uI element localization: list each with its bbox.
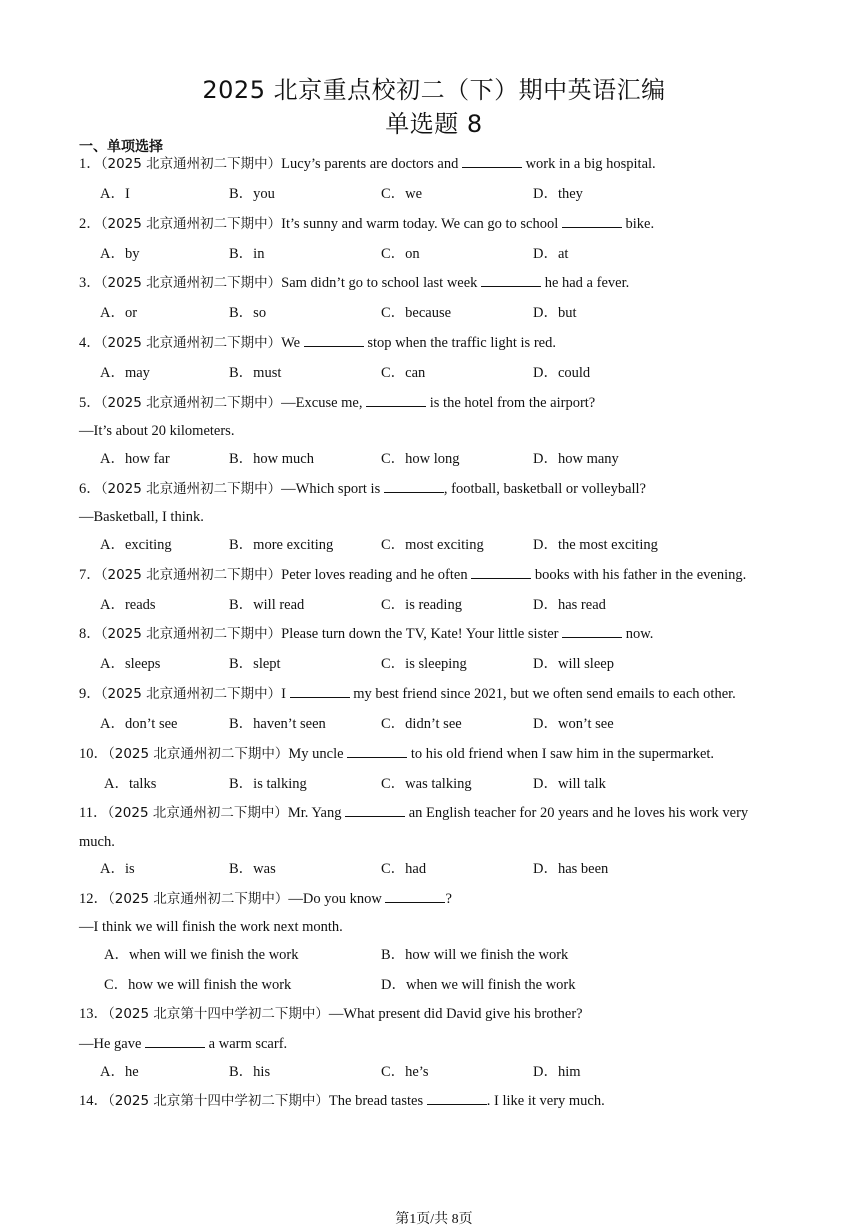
question-text-after: books with his father in the evening. — [531, 567, 747, 583]
question-source: （2025 北京通州初二下期中） — [100, 216, 282, 232]
option-a[interactable]: A．sleeps — [100, 656, 161, 672]
option-c[interactable]: C．is reading — [381, 597, 462, 613]
option-b[interactable]: B．will read — [229, 597, 305, 613]
question-stem — [79, 625, 653, 643]
question-text-after: a warm scarf. — [205, 1036, 288, 1052]
page-title: 2025 北京重点校初二（下）期中英语汇编 — [202, 76, 666, 104]
question-text-before: Mr. Yang — [287, 805, 346, 821]
question-text-after: is the hotel from the airport? — [426, 395, 596, 411]
option-b[interactable]: B．you — [229, 186, 275, 202]
question-number: 10． — [79, 746, 108, 762]
option-d[interactable]: D．could — [533, 365, 591, 381]
question-number: 13． — [79, 1006, 108, 1022]
option-a[interactable]: A．reads — [100, 597, 156, 613]
option-c[interactable]: C．we — [381, 186, 423, 202]
option-d[interactable]: D．won’t see — [533, 716, 614, 732]
question-text-before: I — [281, 686, 290, 702]
option-a[interactable]: A．by — [100, 246, 140, 262]
question-text-before: We — [281, 335, 304, 351]
option-a[interactable]: A．how far — [100, 451, 170, 467]
question-source: （2025 北京通州初二下期中） — [108, 746, 289, 762]
option-a[interactable]: A．I — [100, 186, 130, 202]
question-stem — [79, 745, 714, 763]
question-text-before: —What present did David give his brother? — [328, 1006, 583, 1022]
question-text-after: now. — [622, 626, 654, 642]
option-d[interactable]: D．him — [533, 1064, 581, 1080]
question-number: 7． — [79, 567, 101, 583]
question-number: 9． — [79, 686, 101, 702]
option-a[interactable]: A．is — [100, 861, 135, 877]
question-text-before: The bread tastes — [328, 1093, 427, 1109]
question-number: 1． — [79, 156, 101, 172]
question-number: 4． — [79, 335, 101, 351]
question-source: （2025 北京通州初二下期中） — [100, 567, 282, 583]
question-stem — [79, 480, 646, 498]
option-d[interactable]: D．but — [533, 305, 577, 321]
answer-blank — [366, 394, 426, 407]
option-c[interactable]: C．he’s — [381, 1064, 429, 1080]
page-number: 第1页/共 8页 — [395, 1212, 473, 1227]
question-line-2: —I think we will finish the work next month. — [79, 919, 343, 935]
option-b[interactable]: B．how will we finish the work — [381, 947, 569, 963]
option-a[interactable]: A．or — [100, 305, 138, 321]
option-c[interactable]: C．didn’t see — [381, 716, 462, 732]
option-d[interactable]: D．has been — [533, 861, 609, 877]
answer-blank — [290, 685, 350, 698]
question-line-2 — [79, 1035, 287, 1053]
answer-blank — [145, 1035, 205, 1048]
question-text-after: , football, basketball or volleyball? — [443, 481, 646, 497]
answer-blank — [347, 745, 407, 758]
question-source: （2025 北京通州初二下期中） — [100, 335, 282, 351]
question-number: 11． — [79, 805, 108, 821]
question-stem — [79, 334, 556, 352]
option-a[interactable]: A．may — [100, 365, 150, 381]
option-c[interactable]: C．can — [381, 365, 426, 381]
question-line-2: much. — [79, 834, 115, 850]
option-b[interactable]: B．so — [229, 305, 267, 321]
option-c[interactable]: C．is sleeping — [381, 656, 467, 672]
question-text-after: he had a fever. — [541, 275, 630, 291]
option-d[interactable]: D．when we will finish the work — [381, 977, 576, 993]
option-c[interactable]: C．was talking — [381, 776, 472, 792]
option-b[interactable]: B．more exciting — [229, 537, 334, 553]
answer-blank — [562, 215, 622, 228]
question-source: （2025 北京通州初二下期中） — [100, 626, 282, 642]
question-text-after: . I like it very much. — [486, 1093, 605, 1109]
question-source: （2025 北京第十四中学初二下期中） — [108, 1093, 329, 1109]
option-a[interactable]: A．he — [100, 1064, 139, 1080]
option-d[interactable]: D．will talk — [533, 776, 606, 792]
question-text-before: Peter loves reading and he often — [281, 567, 472, 583]
question-stem — [79, 394, 595, 412]
option-d[interactable]: D．will sleep — [533, 656, 614, 672]
option-b[interactable]: B．in — [229, 246, 265, 262]
option-b[interactable]: B．must — [229, 365, 282, 381]
question-text-after: an English teacher for 20 years and he loves his work very — [405, 805, 749, 821]
question-text-before: —Excuse me, — [281, 395, 367, 411]
answer-blank — [562, 625, 622, 638]
question-number: 6． — [79, 481, 101, 497]
question-stem — [79, 215, 654, 233]
answer-blank — [385, 890, 445, 903]
answer-blank — [304, 334, 364, 347]
option-d[interactable]: D．the most exciting — [533, 537, 658, 553]
question-number: 5． — [79, 395, 101, 411]
option-c[interactable]: C．on — [381, 246, 420, 262]
question-number: 3． — [79, 275, 101, 291]
question-text-after: work in a big hospital. — [521, 156, 656, 172]
option-c[interactable]: C．had — [381, 861, 427, 877]
question-text-before: Lucy’s parents are doctors and — [281, 156, 462, 172]
option-d[interactable]: D．how many — [533, 451, 619, 467]
option-c[interactable]: C．because — [381, 305, 452, 321]
question-stem — [79, 685, 736, 703]
option-c[interactable]: C．how we will finish the work — [104, 977, 292, 993]
question-number: 8． — [79, 626, 101, 642]
question-number: 12． — [79, 891, 108, 907]
question-text-before: —Which sport is — [281, 481, 384, 497]
option-a[interactable]: A．when will we finish the work — [104, 947, 299, 963]
question-source: （2025 北京通州初二下期中） — [100, 275, 282, 291]
answer-blank — [481, 274, 541, 287]
question-source: （2025 北京通州初二下期中） — [107, 805, 288, 821]
question-line-2: —It’s about 20 kilometers. — [79, 423, 235, 439]
answer-blank — [471, 566, 531, 579]
answer-blank — [462, 155, 522, 168]
question-text-after: to his old friend when I saw him in the supermarket. — [407, 746, 715, 762]
page-subtitle: 单选题 8 — [385, 110, 483, 138]
section-heading: 一、单项选择 — [79, 139, 163, 155]
option-c[interactable]: C．most exciting — [381, 537, 484, 553]
question-stem — [79, 274, 629, 292]
question-source: （2025 北京第十四中学初二下期中） — [108, 1006, 329, 1022]
question-number: 2． — [79, 216, 101, 232]
option-b[interactable]: B．haven’t seen — [229, 716, 326, 732]
option-a[interactable]: A．exciting — [100, 537, 172, 553]
option-b[interactable]: B．was — [229, 861, 276, 877]
question-stem — [79, 890, 452, 908]
question-text-after: stop when the traffic light is red. — [363, 335, 556, 351]
question-text-before: My uncle — [288, 746, 348, 762]
option-c[interactable]: C．how long — [381, 451, 460, 467]
question-stem — [79, 1005, 583, 1023]
page-footer — [0, 1208, 868, 1228]
question-stem — [79, 566, 746, 584]
question-source: （2025 北京通州初二下期中） — [100, 481, 282, 497]
question-text-before: —Do you know — [288, 891, 386, 907]
option-b[interactable]: B．how much — [229, 451, 314, 467]
question-number: 14． — [79, 1093, 108, 1109]
answer-blank — [427, 1092, 487, 1105]
answer-blank — [345, 804, 405, 817]
option-b[interactable]: B．is talking — [229, 776, 307, 792]
answer-blank — [384, 480, 444, 493]
question-text-before: Please turn down the TV, Kate! Your little sister — [281, 626, 563, 642]
option-d[interactable]: D．at — [533, 246, 569, 262]
question-source: （2025 北京通州初二下期中） — [108, 891, 289, 907]
option-b[interactable]: B．slept — [229, 656, 281, 672]
question-stem — [79, 155, 656, 173]
question-stem — [79, 1092, 605, 1110]
option-a[interactable]: A．don’t see — [100, 716, 178, 732]
question-source: （2025 北京通州初二下期中） — [100, 156, 282, 172]
option-d[interactable]: D．they — [533, 186, 583, 202]
question-source: （2025 北京通州初二下期中） — [100, 395, 282, 411]
question-text-after: my best friend since 2021, but we often send emails to each other. — [349, 686, 736, 702]
question-source: （2025 北京通州初二下期中） — [100, 686, 282, 702]
question-stem — [79, 804, 748, 822]
option-b[interactable]: B．his — [229, 1064, 271, 1080]
question-text-after: ? — [445, 891, 452, 907]
option-a[interactable]: A．talks — [104, 776, 157, 792]
question-text-after: bike. — [621, 216, 655, 232]
option-d[interactable]: D．has read — [533, 597, 606, 613]
question-text-before: It’s sunny and warm today. We can go to school — [281, 216, 562, 232]
question-text-before: —He gave — [79, 1036, 146, 1052]
question-text-before: Sam didn’t go to school last week — [281, 275, 482, 291]
question-line-2: —Basketball, I think. — [79, 509, 204, 525]
